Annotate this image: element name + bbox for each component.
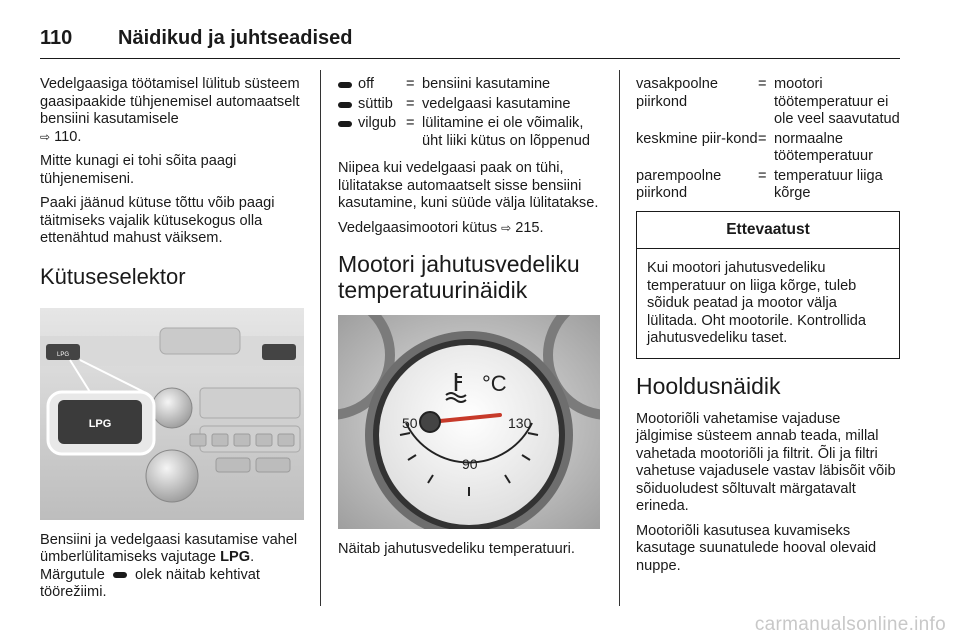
arrow-ref-icon: ⇨ bbox=[501, 220, 512, 235]
column-3 bbox=[636, 76, 900, 582]
section-heading-fuel-selector: Kütuseselektor bbox=[40, 263, 186, 289]
arrow-ref-icon: ⇨ bbox=[40, 129, 51, 144]
column-divider-2 bbox=[619, 70, 620, 606]
lpg-small-label: LPG bbox=[56, 351, 70, 358]
lpg-button-label: LPG bbox=[220, 549, 251, 565]
paragraph-oil-life: Mootoriõli kasutusea kuvamiseks kasutage suunatulede hooval olevaid nuppe. bbox=[636, 522, 877, 574]
list-item: parempoolne piirkond = temperatuur liiga kõrge bbox=[636, 167, 883, 201]
paragraph-lpg-switch: Vedelgaasiga töötamisel lülitub süsteem gaasipaakide tühjenemisel automaatselt bensiini kasutamisele ⇨ 110. bbox=[40, 76, 300, 145]
page-ref-link[interactable]: 110. bbox=[54, 128, 82, 145]
indicator-lamp-icon bbox=[113, 572, 127, 578]
gauge-label-min: 50 bbox=[402, 415, 418, 431]
list-item: süttib = vedelgaasi kasutamine bbox=[338, 96, 604, 114]
column-2 bbox=[338, 76, 604, 566]
list-item: off = bensiini kasutamine bbox=[338, 76, 604, 94]
gauge-label-max: 130 bbox=[508, 415, 532, 431]
column-divider-1 bbox=[320, 70, 321, 606]
caption-fuel-selector: Bensiini ja vedelgaasi kasutamise vahel ümberlülitamiseks vajutage LPG. Märgutule olek näitab kehtivat töörežiimi. bbox=[40, 531, 298, 600]
column-1 bbox=[40, 76, 304, 609]
gauge-unit-label: °C bbox=[482, 371, 507, 396]
list-item: keskmine piir-kond = normaalne töötemperatuur bbox=[636, 130, 873, 164]
indicator-lamp-icon bbox=[338, 121, 352, 127]
page-ref-link[interactable]: 215. bbox=[515, 219, 544, 236]
indicator-lamp-icon bbox=[338, 82, 352, 88]
section-heading-service-indicator: Hooldusnäidik bbox=[636, 372, 781, 399]
paragraph-lpg-fuel: Vedelgaasimootori kütus ⇨ 215. bbox=[338, 219, 544, 236]
list-item: vilgub = lülitamine ei ole võimalik, üht liiki kütus on lõppenud bbox=[338, 115, 604, 150]
paragraph-oil-monitor: Mootoriõli vahetamise vajaduse jälgimise süsteem annab teada, millal vahetada mootoriõli ja filtrit. Õli ja filtri vahetuse vajadusele vastav läbisõit võib sõiduoludest sõltuvalt märgatavalt erineda. bbox=[636, 410, 896, 514]
gauge-zones-list bbox=[636, 76, 900, 203]
caution-title: Ettevaatust bbox=[637, 212, 899, 250]
caption-coolant-gauge: Näitab jahutusvedeliku temperatuuri. bbox=[338, 541, 575, 557]
page-number: 110 bbox=[40, 26, 73, 49]
watermark: carmanualsonline.info bbox=[754, 614, 946, 635]
page-title: Näidikud ja juhtseadised bbox=[118, 26, 353, 49]
lpg-large-label: LPG bbox=[88, 417, 112, 430]
list-item: vasakpoolne piirkond = mootori töötemperatuur ei ole veel saavutatud bbox=[636, 76, 900, 127]
paragraph-auto-switch: Niipea kui vedelgaasi paak on tühi, lülitatakse automaatselt sisse bensiini kasutamine, kuni süüde välja lülitatakse. bbox=[338, 160, 599, 211]
paragraph-fuel-amount: Paaki jäänud kütuse tõttu võib paagi täitmiseks vajalik kütusekogus olla ettenähtud mahust väiksem. bbox=[40, 195, 275, 246]
section-heading-coolant-gauge: Mootori jahutusvedeliku temperatuurinäidik bbox=[338, 251, 580, 303]
coolant-gauge-photo bbox=[338, 315, 600, 529]
caution-box bbox=[636, 211, 900, 359]
paragraph-never-empty: Mitte kunagi ei tohi sõita paagi tühjenemiseni. bbox=[40, 153, 237, 187]
indicator-lamp-icon bbox=[338, 102, 352, 108]
indicator-states-list bbox=[338, 76, 604, 150]
gauge-label-mid: 90 bbox=[462, 456, 478, 472]
caution-text: Kui mootori jahutusvedeliku temperatuur on liiga kõrge, tuleb sõiduk peatad ja mootor välja lülitada. Oht mootorile. Kontrollida jahutusvedeliku taset. bbox=[647, 260, 867, 346]
page-header bbox=[40, 18, 900, 59]
lpg-button-photo bbox=[40, 308, 304, 520]
